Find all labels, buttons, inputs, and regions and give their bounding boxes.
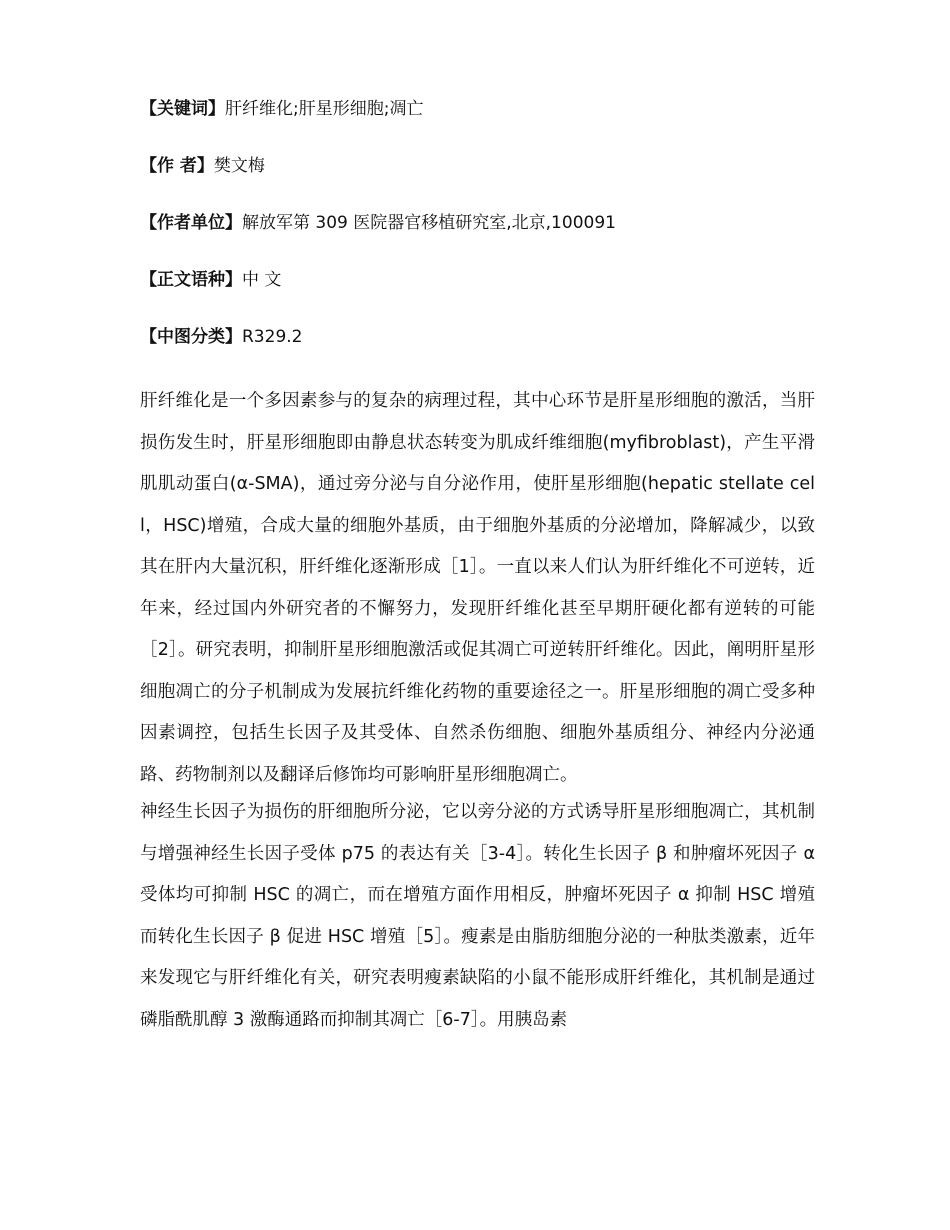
keywords-line bbox=[140, 96, 815, 153]
classification-label: 【中图分类】 bbox=[140, 327, 242, 347]
author-label: 【作 者】 bbox=[140, 156, 214, 176]
classification-value: R329.2 bbox=[242, 327, 303, 347]
article-metadata bbox=[140, 96, 815, 381]
author-value: 樊文梅 bbox=[213, 156, 265, 176]
keywords-label: 【关键词】 bbox=[140, 99, 225, 119]
body-paragraph-2: 神经生长因子为损伤的肝细胞所分泌，它以旁分泌的方式诱导肝星形细胞凋亡，其机制与增强神经生长因子受体 p75 的表达有关［3-4］。转化生长因子 β 和肿瘤坏死因子 α 受体均可抑制 HSC 的凋亡，而在增殖方面作用相反，肿瘤坏死因子 α 抑制 HSC 增殖而转化生长因子 β 促进 HSC 增殖［5］。瘦素是由脂肪细胞分泌的一种肽类激素，近年来发现它与肝纤维化有关，研究表明瘦素缺陷的小鼠不能形成肝纤维化，其机制是通过磷脂酰肌醇 3 激酶通路而抑制其凋亡［6-7］。用胰岛素 bbox=[140, 802, 815, 1030]
affiliation-line bbox=[140, 210, 815, 267]
language-line bbox=[140, 267, 815, 324]
classification-line bbox=[140, 324, 815, 381]
affiliation-label: 【作者单位】 bbox=[140, 213, 242, 233]
document-page bbox=[140, 96, 815, 1041]
language-label: 【正文语种】 bbox=[140, 270, 242, 290]
affiliation-value: 解放军第 309 医院器官移植研究室,北京,100091 bbox=[242, 213, 616, 233]
keywords-value: 肝纤维化;肝星形细胞;凋亡 bbox=[225, 99, 424, 119]
language-value: 中 文 bbox=[242, 270, 282, 290]
body-paragraph-1: 肝纤维化是一个多因素参与的复杂的病理过程，其中心环节是肝星形细胞的激活，当肝损伤发生时，肝星形细胞即由静息状态转变为肌成纤维细胞(myfibroblast)，产生平滑肌肌动蛋白(α-SMA)，通过旁分泌与自分泌作用，使肝星形细胞(hepatic stellate cell，HSC)增殖，合成大量的细胞外基质，由于细胞外基质的分泌增加，降解减少，以致其在肝内大量沉积，肝纤维化逐渐形成［1］。一直以来人们认为肝纤维化不可逆转，近年来，经过国内外研究者的不懈努力，发现肝纤维化甚至早期肝硬化都有逆转的可能［2］。研究表明，抑制肝星形细胞激活或促其凋亡可逆转肝纤维化。因此，阐明肝星形细胞凋亡的分子机制成为发展抗纤维化药物的重要途径之一。肝星形细胞的凋亡受多种因素调控，包括生长因子及其受体、自然杀伤细胞、细胞外基质组分、神经内分泌通路、药物制剂以及翻译后修饰均可影响肝星形细胞凋亡。 bbox=[140, 391, 815, 785]
author-line bbox=[140, 153, 815, 210]
article-body bbox=[140, 381, 815, 1041]
